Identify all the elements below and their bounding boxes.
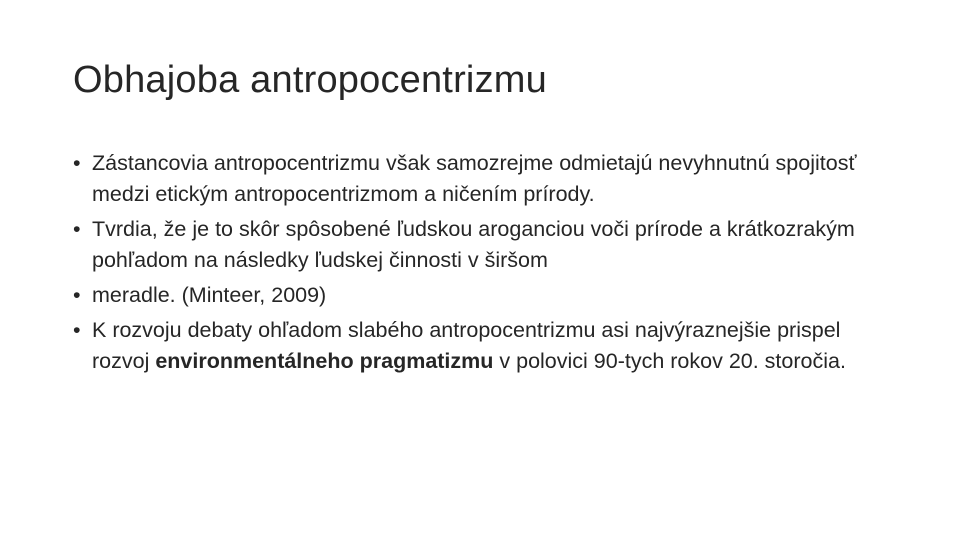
bullet-text: meradle. (Minteer, 2009) [92,283,327,307]
bullet-marker: • [73,283,81,307]
bullet-marker: • [73,217,81,241]
bullet-marker: • [73,318,81,342]
bullet-list [73,148,863,377]
bullet-item [73,214,863,276]
slide-title: Obhajoba antropocentrizmu [73,59,547,101]
bullet-marker: • [73,151,81,175]
bullet-text-bold: environmentálneho pragmatizmu [155,349,494,373]
slide-content [73,148,863,381]
bullet-text: Zástancovia antropocentrizmu však samozrejme odmietajú nevyhnutnú spojitosť medzi etickým antropocentrizmom a ničením prírody. [92,151,857,206]
bullet-item [73,315,863,377]
bullet-text-before: K rozvoju debaty ohľadom slabého antropocentrizmu asi najvýraznejšie prispel rozvoj [92,318,841,373]
bullet-item [73,280,863,311]
bullet-item [73,148,863,210]
bullet-text: Tvrdia, že je to skôr spôsobené ľudskou aroganciou voči prírode a krátkozrakým pohľadom na následky ľudskej činnosti v širšom [92,217,855,272]
bullet-text-after: v polovici 90-tych rokov 20. storočia. [493,349,846,373]
